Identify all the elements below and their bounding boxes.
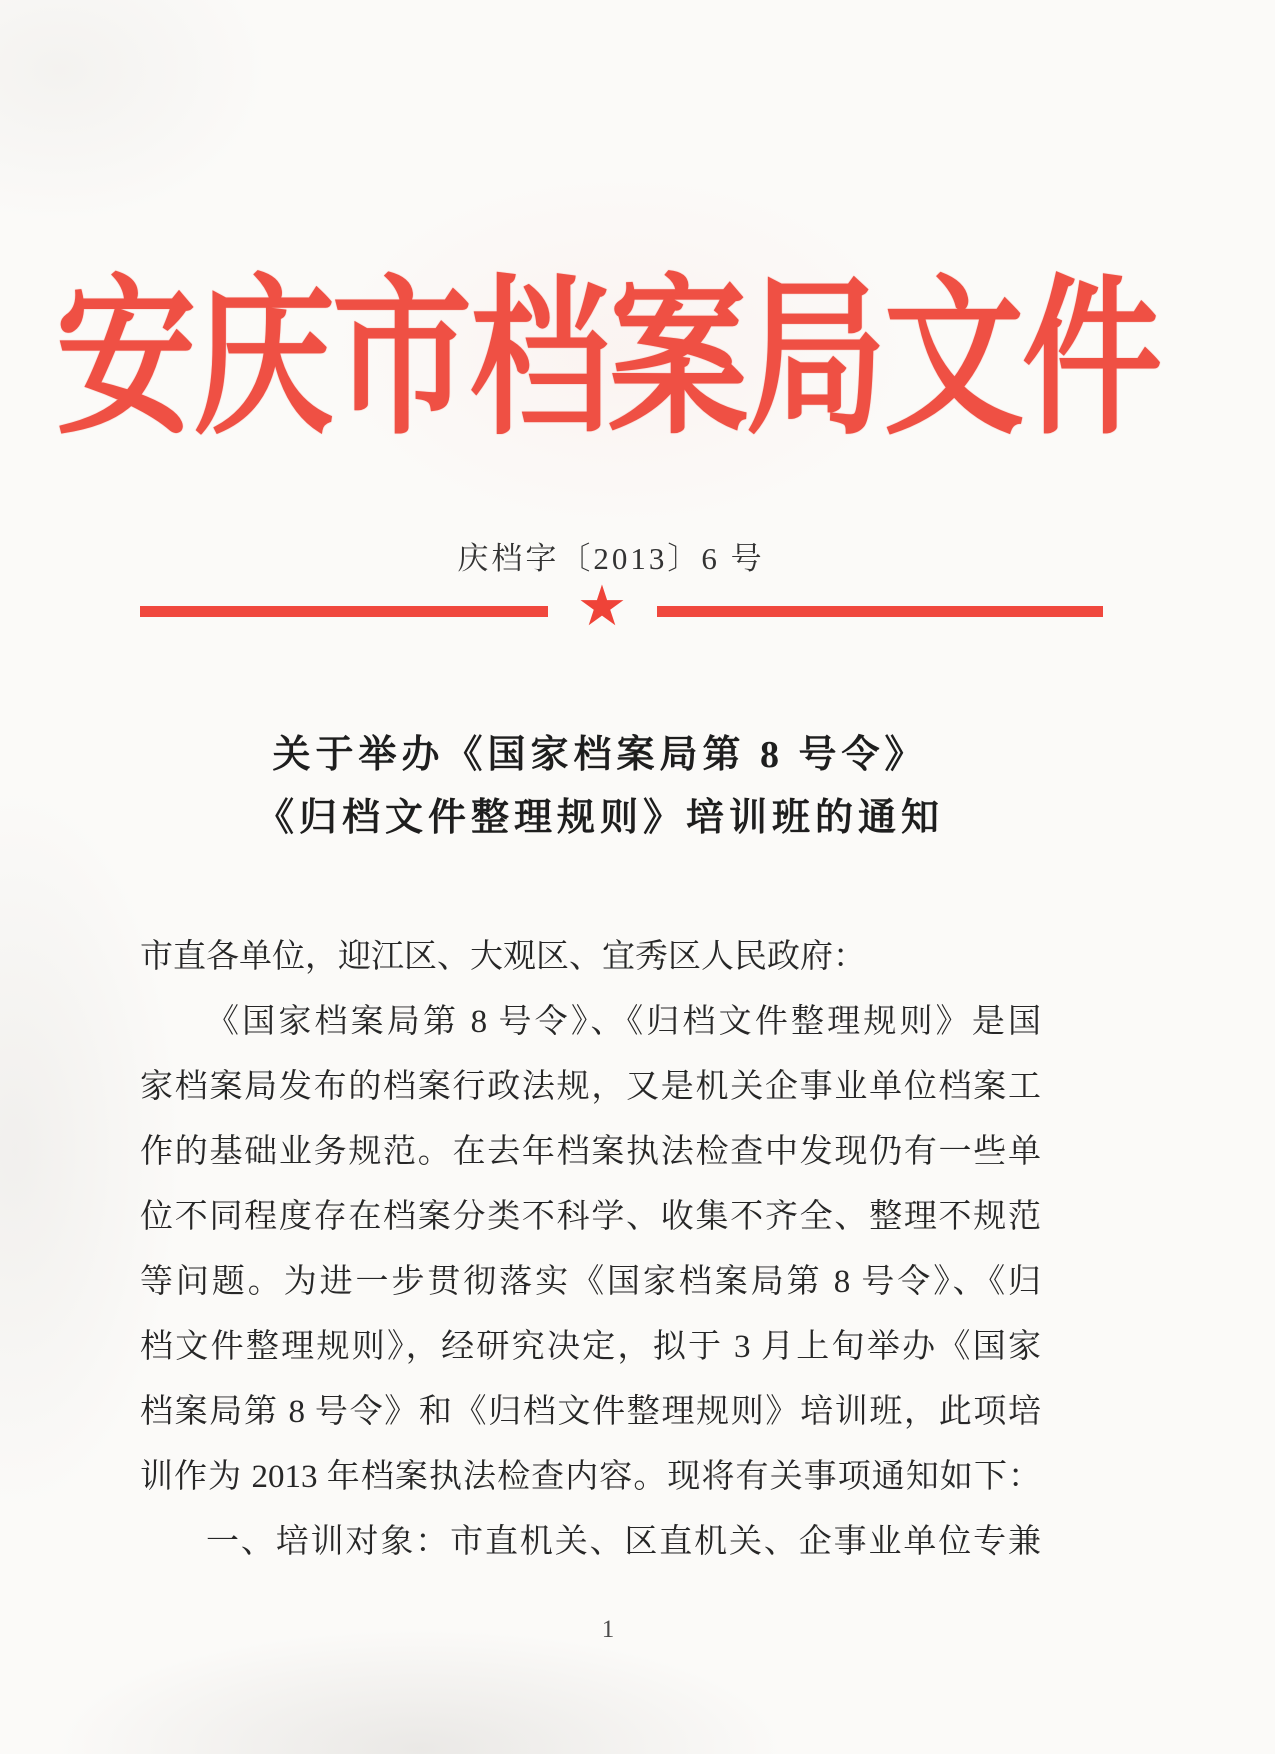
document-body (140, 925, 1041, 1575)
page-number: 1 (601, 1616, 615, 1643)
body-line: 《国家档案局第 8 号令》、《归档文件整理规则》是国 (206, 1004, 1041, 1040)
body-line: 档案局第 8 号令》和《归档文件整理规则》培训班，此项培 (140, 1394, 1041, 1430)
star-icon: ★ (576, 574, 628, 639)
body-line-salutation: 市直各单位，迎江区、大观区、宜秀区人民政府： (140, 939, 866, 975)
body-line: 档文件整理规则》，经研究决定，拟于 3 月上旬举办《国家 (140, 1329, 1041, 1365)
body-line-item-1: 一、培训对象：市直机关、区直机关、企事业单位专兼 (206, 1524, 1041, 1560)
document-title-line-1: 关于举办《国家档案局第 8 号令》 (272, 734, 928, 776)
body-line: 作的基础业务规范。在去年档案执法检查中发现仍有一些单 (140, 1134, 1041, 1170)
body-line: 训作为 2013 年档案执法检查内容。现将有关事项通知如下： (140, 1459, 1041, 1495)
body-line: 家档案局发布的档案行政法规，又是机关企事业单位档案工 (140, 1069, 1041, 1105)
body-line: 等问题。为进一步贯彻落实《国家档案局第 8 号令》、《归 (140, 1264, 1041, 1300)
red-rule-right (657, 606, 1103, 617)
document-title (0, 724, 1200, 850)
document-number: 庆档字〔2013〕6 号 (457, 541, 765, 576)
document-title-line-2: 《归档文件整理规则》培训班的通知 (255, 797, 944, 839)
agency-header-title: 安庆市档案局文件 (55, 266, 1160, 456)
body-line: 位不同程度存在档案分类不科学、收集不齐全、整理不规范 (140, 1199, 1041, 1235)
red-rule-left (140, 606, 548, 617)
